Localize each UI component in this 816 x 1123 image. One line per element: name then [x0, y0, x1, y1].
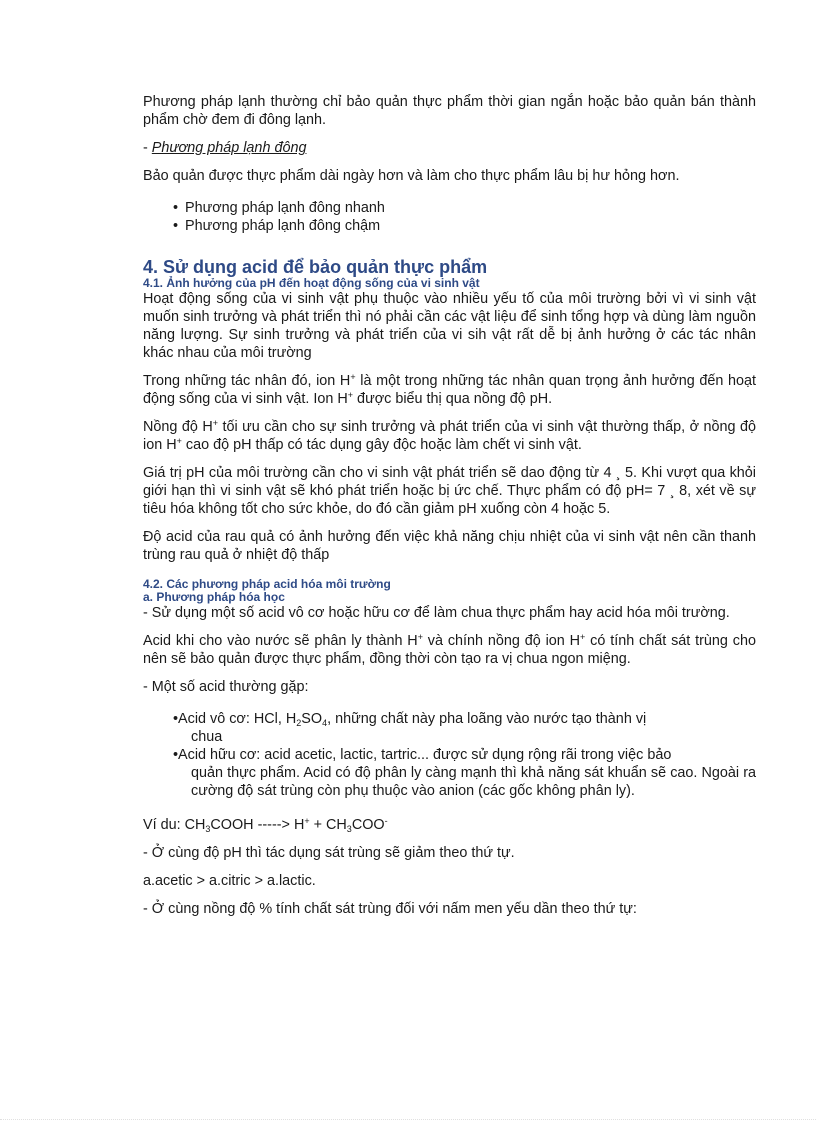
text: Ví du: CH — [143, 817, 206, 833]
text: Acid khi cho vào nước sẽ phân ly thành H — [143, 633, 418, 649]
paragraph: Giá trị pH của môi trường cần cho vi sinh vật phát triển sẽ dao động từ 4 ¸ 5. Khi vượt qua khỏi giới hạn thì vi sinh vật sẽ khó phát triển hoặc bị ức chế. Thực phẩm có độ pH= 7 ¸ 8, xét về sự tiêu hóa không tốt cho sức khỏe, do đó cần giảm pH xuống còn 4 hoặc 5. — [143, 465, 756, 517]
text: và chính nồng độ ion H — [422, 633, 581, 649]
paragraph: - Sử dụng một số acid vô cơ hoặc hữu cơ để làm chua thực phẩm hay acid hóa môi trường. — [143, 605, 730, 621]
text: cao độ pH thấp có tác dụng gây độc hoặc làm chết vi sinh vật. — [181, 437, 582, 453]
text: quản thực phẩm. Acid có độ phân ly càng mạnh thì khả năng sát khuẩn sẽ cao. Ngoài ra cường độ sát trùng còn phụ thuộc vào anion (các gốc không phân ly). — [191, 765, 756, 799]
superscript: + — [350, 372, 356, 382]
text: , những chất này pha loãng vào nước tạo thành vị — [327, 711, 647, 727]
subscript: 4 — [322, 718, 328, 728]
text: SO — [301, 711, 323, 727]
superscript: + — [304, 816, 310, 826]
subheading-lanh-dong — [143, 139, 756, 157]
paragraph: a.acetic > a.citric > a.lactic. — [143, 873, 316, 889]
page-bottom-divider — [0, 1119, 816, 1121]
text: Nồng độ H — [143, 419, 213, 435]
subheading-title: Phương pháp lạnh đông — [151, 140, 307, 156]
list-item-text: Phương pháp lạnh đông chậm — [185, 218, 381, 234]
text: Acid vô cơ: HCl, H — [178, 711, 297, 727]
paragraph — [143, 418, 756, 454]
paragraph — [143, 372, 756, 408]
superscript: - — [384, 816, 388, 826]
list-item — [173, 217, 756, 235]
bullet-icon: • — [173, 200, 179, 216]
text: COOH -----> H — [210, 817, 305, 833]
paragraph: Phương pháp lạnh thường chỉ bảo quản thực phẩm thời gian ngắn hoặc bảo quản bán thành phẩm chờ đem đi đông lạnh. — [143, 94, 756, 128]
bullet-icon: • — [173, 747, 179, 763]
text: chua — [191, 729, 223, 745]
paragraph: Hoạt động sống của vi sinh vật phụ thuộc vào nhiều yếu tố của môi trường bởi vì vi sinh vật muốn sinh trưởng và phát triển thì nó phải cần các vật liệu để sinh tổng hợp và dùng làm nguồn năng lượng. Sự sinh trưởng và phát triển của vi sih vật rất dễ bị ảnh hưởng ở các tác nhân khác nhau của môi trường — [143, 291, 756, 361]
superscript: + — [347, 390, 354, 400]
bullet-icon: • — [173, 218, 179, 234]
text: có tính chất sát trùng cho nên sẽ bảo quản được thực phẩm, đồng thời còn tạo ra vị chua ngon miệng. — [143, 633, 756, 667]
list-item — [173, 710, 756, 746]
paragraph: Bảo quản được thực phẩm dài ngày hơn và làm cho thực phẩm lâu bị hư hỏng hơn. — [143, 168, 680, 184]
subscript: 3 — [346, 824, 352, 834]
document-body — [143, 93, 756, 928]
subscript: 2 — [296, 718, 302, 728]
text: Acid hữu cơ: acid acetic, lactic, tartric... được sử dụng rộng rãi trong việc bảo — [178, 747, 672, 763]
paragraph: - Ở cùng nồng độ % tính chất sát trùng đối với nấm men yếu dần theo thứ tự: — [143, 901, 637, 917]
text: tối ưu cần cho sự sinh trưởng và phát triển của vi sinh vật thường thấp, ở nồng độ ion H — [143, 419, 756, 453]
text: là một trong những tác nhân quan trọng ảnh hưởng đến hoạt động sống của vi sinh vật. Ion H — [143, 373, 757, 407]
section-heading: 4. Sử dụng acid để bảo quản thực phẩm — [143, 257, 488, 277]
bullet-list — [143, 710, 756, 800]
paragraph — [143, 816, 756, 834]
dash: - — [143, 140, 152, 156]
paragraph: - Ở cùng độ pH thì tác dụng sát trùng sẽ giảm theo thứ tự. — [143, 845, 515, 861]
subsection-heading: 4.1. Ảnh hưởng của pH đến hoạt động sống của vi sinh vật — [143, 276, 480, 290]
paragraph: Độ acid của rau quả có ảnh hưởng đến việc khả năng chịu nhiệt của vi sinh vật nên cần thanh trùng rau quả ở nhiệt độ thấp — [143, 529, 756, 563]
paragraph: - Một số acid thường gặp: — [143, 679, 309, 695]
paragraph — [143, 632, 756, 668]
superscript: + — [580, 632, 586, 642]
superscript: + — [417, 632, 423, 642]
subscript: 3 — [205, 824, 211, 834]
superscript: + — [212, 418, 218, 428]
bullet-icon: • — [173, 711, 179, 727]
superscript: + — [176, 436, 182, 446]
list-item — [173, 199, 756, 217]
bullet-list — [143, 199, 756, 235]
text: Trong những tác nhân đó, ion H — [143, 373, 351, 389]
text: được biểu thị qua nồng độ pH. — [353, 391, 553, 407]
subsection-heading: a. Phương pháp hóa học — [143, 590, 285, 604]
list-item — [173, 746, 756, 800]
list-item-text: Phương pháp lạnh đông nhanh — [185, 200, 385, 216]
text: COO — [351, 817, 385, 833]
subsection-heading: 4.2. Các phương pháp acid hóa môi trường — [143, 577, 391, 591]
text: + CH — [309, 817, 347, 833]
